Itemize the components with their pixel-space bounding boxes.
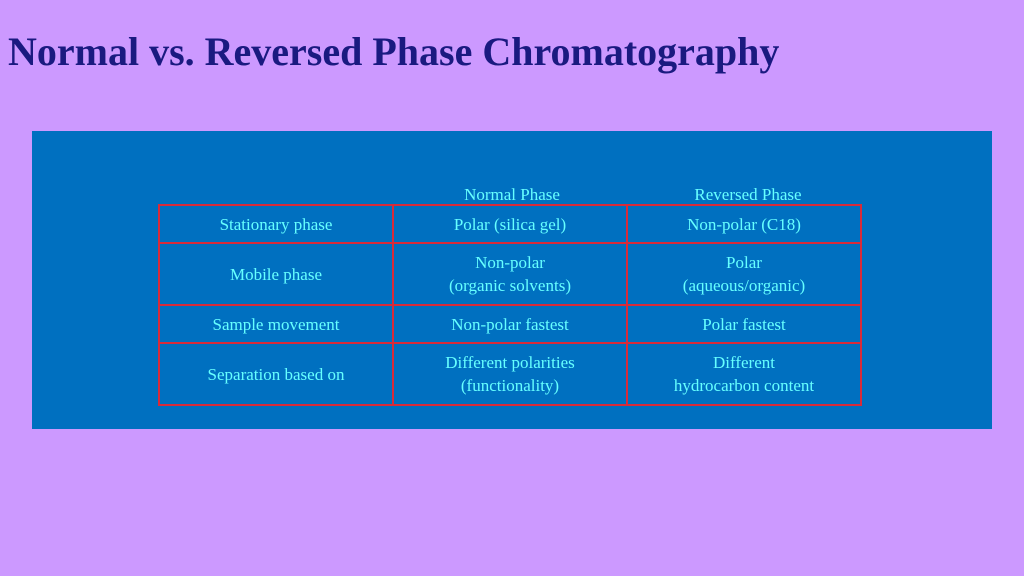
cell-line: (organic solvents)	[449, 276, 571, 295]
cell-line: Non-polar (C18)	[687, 214, 801, 234]
cell-line: Different	[713, 353, 775, 372]
cell-line: Polar	[726, 253, 762, 272]
row-label: Sample movement	[159, 305, 393, 343]
row-label: Separation based on	[159, 343, 393, 405]
normal-phase-cell	[393, 305, 627, 343]
cell-line: Non-polar	[475, 253, 545, 272]
reversed-phase-cell	[627, 343, 861, 405]
slide-title: Normal vs. Reversed Phase Chromatography	[8, 29, 780, 74]
table-row-sample-movement	[159, 305, 861, 343]
cell-line: hydrocarbon content	[673, 376, 815, 395]
cell-line: (functionality)	[460, 376, 560, 395]
row-label: Stationary phase	[159, 205, 393, 243]
column-header-normal-phase: Normal Phase	[464, 185, 560, 204]
cell-line: (aqueous/organic)	[682, 276, 806, 295]
reversed-phase-cell	[627, 205, 861, 243]
cell-line: Polar (silica gel)	[453, 214, 567, 234]
table-row-stationary-phase	[159, 205, 861, 243]
comparison-table	[158, 204, 862, 406]
comparison-panel	[32, 131, 992, 429]
table-row-separation-basis	[159, 343, 861, 405]
cell-line: Polar fastest	[702, 314, 786, 334]
table-row-mobile-phase	[159, 243, 861, 305]
normal-phase-cell	[393, 243, 627, 305]
column-header-reversed-phase: Reversed Phase	[694, 185, 802, 204]
normal-phase-cell	[393, 205, 627, 243]
reversed-phase-cell	[627, 305, 861, 343]
cell-line: Different polarities	[445, 353, 575, 372]
normal-phase-cell	[393, 343, 627, 405]
reversed-phase-cell	[627, 243, 861, 305]
cell-line: Non-polar fastest	[451, 314, 569, 334]
row-label: Mobile phase	[159, 243, 393, 305]
